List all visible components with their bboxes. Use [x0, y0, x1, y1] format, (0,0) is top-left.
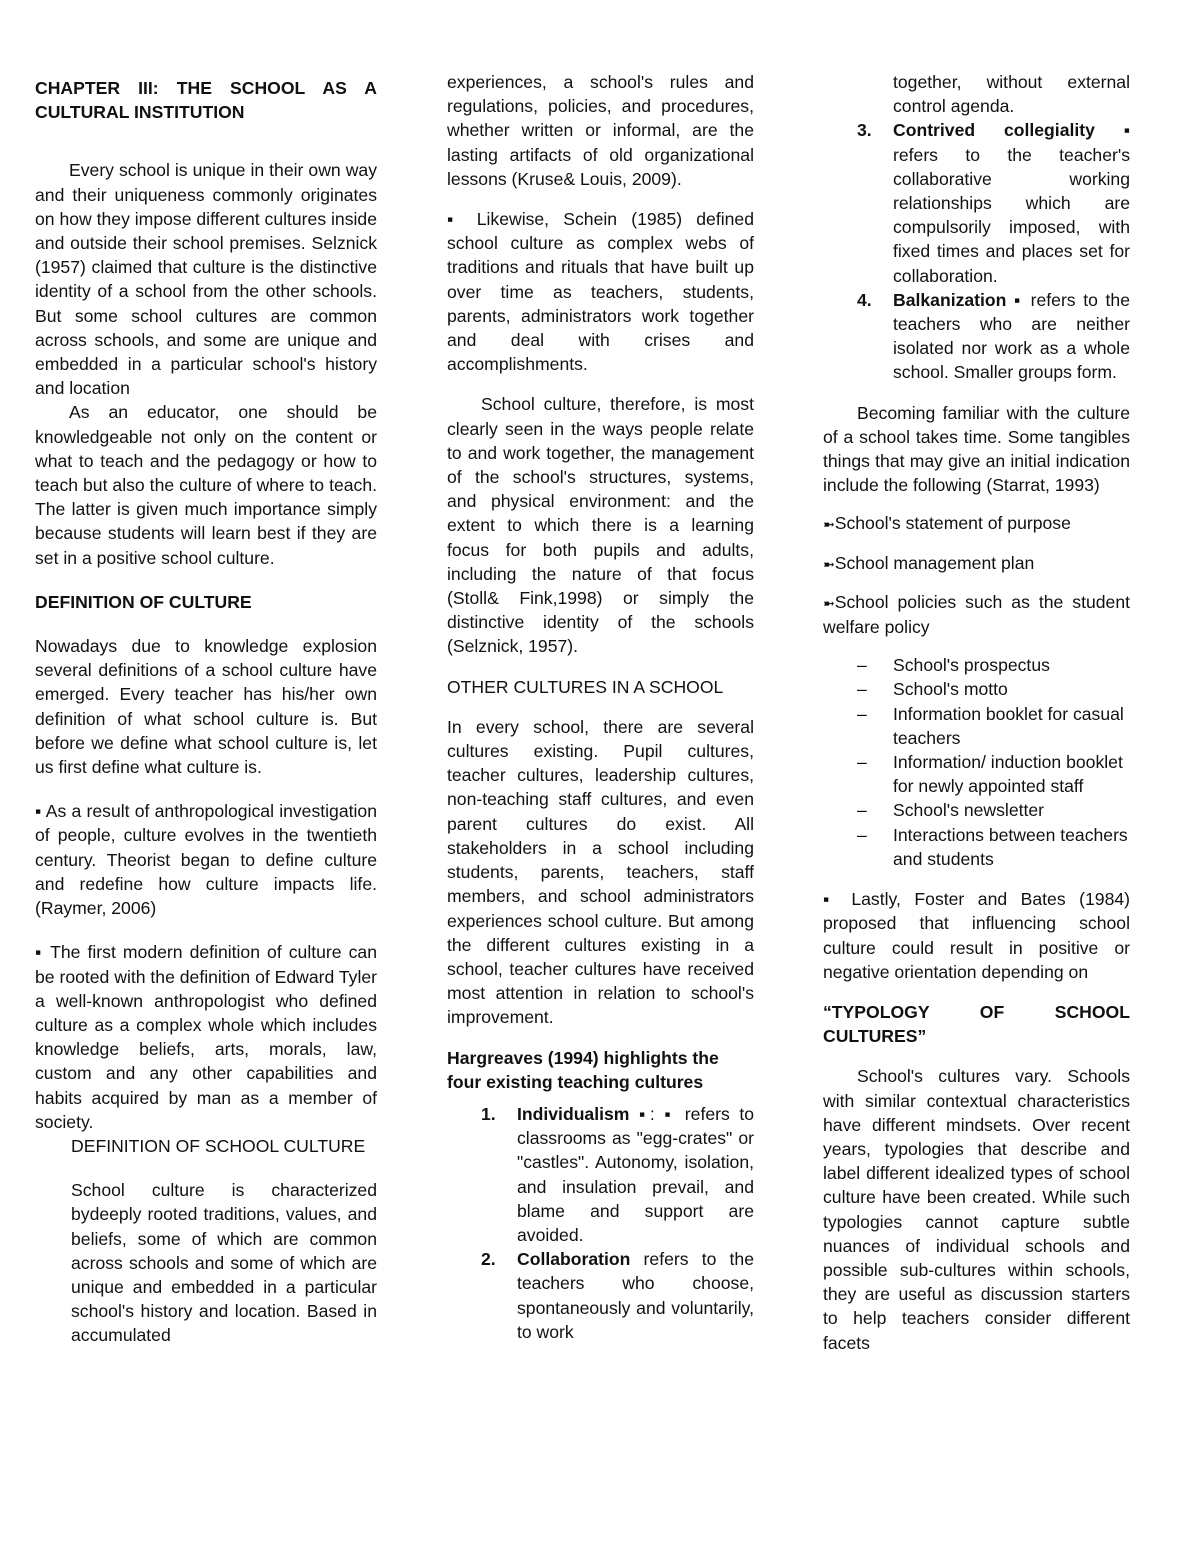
list-item [823, 702, 1130, 750]
definition-of-culture-paragraph-3: ▪ The first modern definition of culture can be rooted with the definition of Edward Tyler a well-known anthropologist who defined culture as a complex whole which includes knowledge beliefs, arts, morals, law, custom and any other capabilities and habits acquired by man as a member of society. [35, 942, 377, 1132]
definition-of-culture-heading: DEFINITION OF CULTURE [35, 591, 252, 612]
dash-bullet: – [857, 824, 867, 845]
column-2 [447, 70, 754, 1344]
tangible-item [823, 590, 1130, 639]
other-cultures-heading: OTHER CULTURES IN A SCHOOL [447, 676, 724, 697]
list-item-text: School's newsletter [893, 800, 1045, 821]
list-item-text: Information booklet for casual teachers [893, 703, 1124, 748]
term-balkanization: Balkanization [893, 289, 1007, 310]
term-collaboration: Collaboration [517, 1249, 631, 1270]
tangibles-dash-list [823, 653, 1130, 871]
dash-bullet: – [857, 703, 867, 724]
arrow-bullet-icon: ➼ [823, 594, 835, 611]
column-1 [35, 70, 377, 1348]
school-culture-therefore-paragraph: School culture, therefore, is most clearly seen in the ways people relate to and work together, the management of the school's structures, systems, and physical environment: and the extent to which there is a learning focus for both pupils and adults, including the nature of that focus (Stoll& Fink,1998) or simply the distinctive identity of the schools (Selznick, 1957). [447, 394, 754, 657]
tangible-text: School policies such as the student welfare policy [823, 591, 1130, 638]
other-cultures-paragraph: In every school, there are several cultures existing. Pupil cultures, teacher cultures, leadership cultures, non-teaching staff cultures, and even parent cultures do exist. All stakeholders in a school including students, parents, teachers, staff members, and school administrators experiences school culture. But among the different cultures existing in a school, teacher cultures have received most attention in relation to school's improvement. [447, 716, 754, 1028]
term-individualism: Individualism [517, 1103, 630, 1124]
definition-of-school-culture-heading: DEFINITION OF SCHOOL CULTURE [71, 1135, 366, 1156]
foster-bates-paragraph: ▪ Lastly, Foster and Bates (1984) proposed that influencing school culture could result in positive or negative orientation depending on [823, 889, 1130, 982]
list-item-text: Information/ induction booklet for newly appointed staff [893, 752, 1123, 797]
list-item-text: ▪ refers to the teacher's collaborative working relationships which are compulsorily imposed, with fixed times and places set for collaboration. [893, 120, 1130, 286]
hargreaves-heading: Hargreaves (1994) highlights the four existing teaching cultures [447, 1047, 719, 1092]
list-item-text: ▪: ▪ refers to classrooms as "egg-crates" or "castles". Autonomy, isolation, and insulation prevail, and blame and support are avoided. [517, 1103, 754, 1245]
list-item [823, 823, 1130, 871]
intro-paragraph-2: As an educator, one should be knowledgeable not only on the content or what to teach and the pedagogy or how to teach but also the culture of where to teach. The latter is given much importance simply because students will learn best if they are set in a positive school culture. [35, 402, 377, 568]
list-item-text: refers to the teachers who choose, spontaneously and voluntarily, to work [517, 1249, 754, 1342]
definition-of-culture-paragraph-1: Nowadays due to knowledge explosion several definitions of a school culture have emerged. Every teacher has his/her own definition of what school culture is. But before we define what school culture is, let us first define what culture is. [35, 636, 377, 778]
list-item-text: Interactions between teachers and students [893, 824, 1128, 869]
list-item-text: School's motto [893, 679, 1008, 700]
tangible-item [823, 511, 1130, 536]
becoming-familiar-paragraph: Becoming familiar with the culture of a school takes time. Some tangibles things that may give an initial indication include the following (Starrat, 1993) [823, 402, 1130, 496]
list-number: 2. [481, 1249, 496, 1270]
chapter-title: CHAPTER III: THE SCHOOL AS A CULTURAL INSTITUTION [35, 78, 377, 123]
dash-bullet: – [857, 800, 867, 821]
continued-paragraph: experiences, a school's rules and regulations, policies, and procedures, whether written or informal, are the lasting artifacts of old organizational lessons (Kruse& Louis, 2009). [447, 72, 754, 189]
list-item-text: together, without external control agenda. [893, 72, 1130, 117]
list-item [823, 70, 1130, 118]
term-contrived-collegiality: Contrived collegiality [893, 120, 1095, 141]
list-item [823, 118, 1130, 287]
tangible-text: School management plan [834, 552, 1035, 573]
list-item-text: ▪ refers to the teachers who are neither isolated nor work as a whole school. Smaller groups form. [893, 289, 1130, 383]
teaching-cultures-list [447, 1102, 754, 1344]
dash-bullet: – [857, 679, 867, 700]
arrow-bullet-icon: ➼ [823, 555, 835, 572]
list-number: 4. [857, 289, 872, 310]
list-item [823, 798, 1130, 822]
tangible-text: School's statement of purpose [834, 513, 1071, 534]
typology-heading: “TYPOLOGY OF SCHOOL CULTURES” [823, 1001, 1130, 1047]
arrow-bullet-icon: ➼ [823, 516, 835, 533]
list-item [823, 677, 1130, 701]
list-number: 3. [857, 120, 872, 141]
typology-paragraph: School's cultures vary. Schools with similar contextual characteristics have different mindsets. Over recent years, typologies that describe and label different idealized types of school culture have been created. While such typologies cannot capture subtle nuances of individual schools and possible sub-cultures within schools, they are useful as discussion starters to help teachers consider different facets [823, 1066, 1130, 1353]
dash-bullet: – [857, 655, 867, 676]
dash-bullet: – [857, 752, 867, 773]
column-3 [823, 70, 1130, 1355]
list-item-text: School's prospectus [893, 655, 1050, 676]
definition-of-school-culture-paragraph: School culture is characterized bydeeply rooted traditions, values, and beliefs, some of which are common across schools and some of which are unique and embedded in a particular school's history and location. Based in accumulated [71, 1180, 377, 1346]
definition-of-culture-paragraph-2: ▪ As a result of anthropological investigation of people, culture evolves in the twentieth century. Theorist began to define culture and redefine how culture impacts life. (Raymer, 2006) [35, 801, 377, 919]
list-item [447, 1102, 754, 1247]
schein-paragraph: ▪ Likewise, Schein (1985) defined school culture as complex webs of traditions and rituals that have built up over time as teachers, students, parents, administrators work together and deal with crises and accomplishments. [447, 209, 754, 375]
list-item [447, 1247, 754, 1344]
list-item [823, 288, 1130, 385]
tangible-item [823, 551, 1130, 576]
teaching-cultures-list-continued [823, 70, 1130, 385]
list-item [823, 750, 1130, 798]
intro-paragraph-1: Every school is unique in their own way and their uniqueness commonly originates on how they impose different cultures inside and outside their school premises. Selznick (1957) claimed that culture is the distinctive identity of a school from the other schools. But some school cultures are common across schools, and some are unique and embedded in a particular school's history and location [35, 160, 377, 399]
list-item [823, 653, 1130, 677]
list-number: 1. [481, 1103, 496, 1124]
